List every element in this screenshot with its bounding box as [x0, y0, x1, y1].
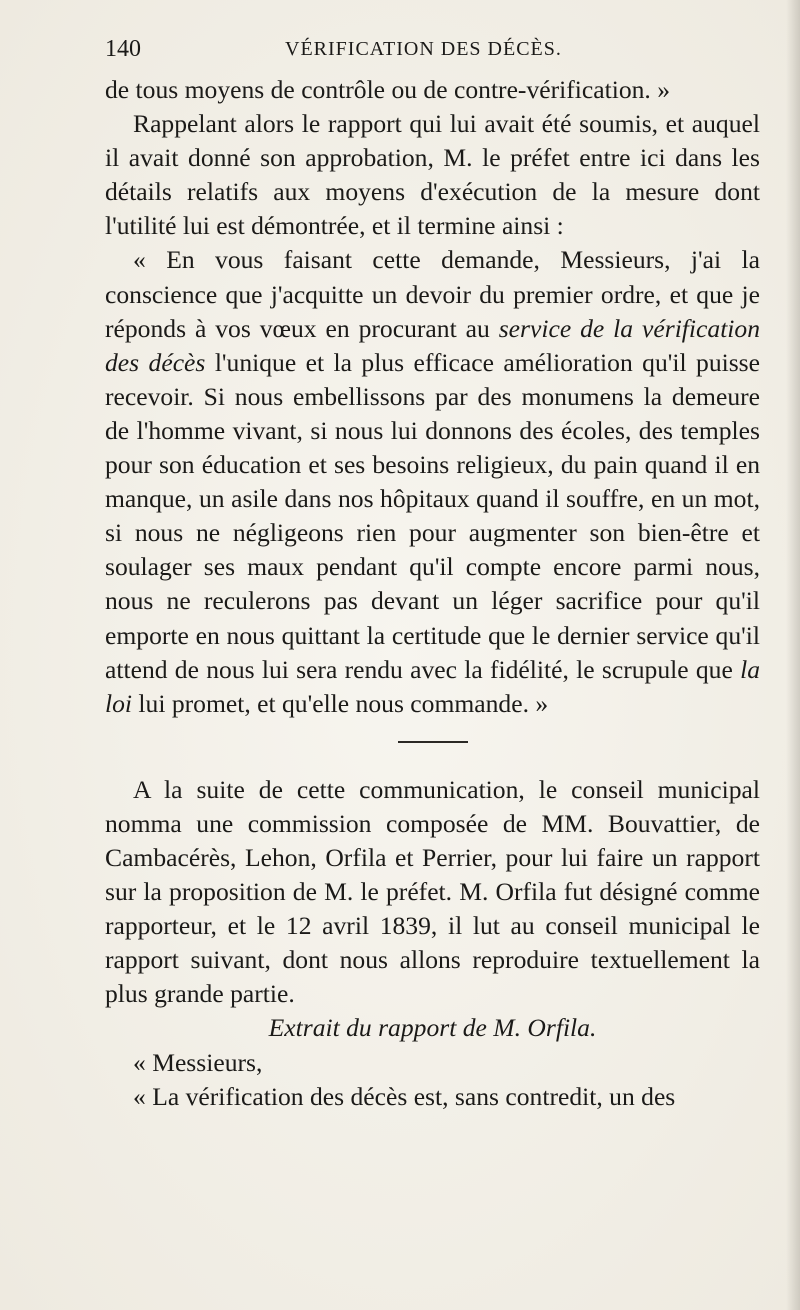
paragraph-commission: A la suite de cette communication, le conseil municipal nomma une commission composée de MM. Bouvattier, de Cambacérès, Lehon, Orfila et Perrier, pour lui faire un rapport sur la proposition de M. le préfet. M. Orfila fut désigné comme rapporteur, et le 12 avril 1839, il lut au conseil municipal le rapport suivant, dont nous allons reproduire textuellement la plus grande partie. — [105, 774, 760, 1009]
quote-text-2: l'unique et la plus efficace amélioration qu'il puisse recevoir. Si nous embellissons par des monumens la demeure de l'homme vivant, si nous lui donnons des écoles, des temples pour son éducation et ses besoins religieux, du pain quand il en manque, un asile dans nos hôpitaux quand il souffre, en un mot, si nous ne négligeons rien pour augmenter son bien-être et soulager ses maux pendant qu'il compte encore parmi nous, nous ne reculerons pas devant un léger sacrifice pour qu'il emporte en nous quittant la certitude que le dernier service qu'il attend de nous lui sera rendu avec la fidélité, le scrupule que — [105, 347, 761, 684]
page-edge-shadow — [786, 0, 800, 1310]
extract-title: Extrait du rapport de M. Orfila. — [268, 1013, 597, 1043]
paragraph-salutation: « Messieurs, — [133, 1047, 263, 1077]
quote-text-1: « En vous faisant cette demande, Messieurs, j'ai la conscience que j'acquitte un devoir du premier ordre, et que je réponds à vos vœux en procurant au — [105, 245, 760, 343]
running-head: VÉRIFICATION DES DÉCÈS. — [285, 38, 562, 60]
page-header — [105, 30, 765, 70]
paragraph-prefect-report: Rappelant alors le rapport qui lui avait été soumis, et auquel il avait donné son approbation, M. le préfet entre ici dans les détails relatifs aux moyens d'exécution de la mesure dont l'utilité lui est démontrée, et il termine ainsi : — [105, 109, 760, 241]
paragraph-quotation — [105, 243, 760, 720]
paragraph-continuation: de tous moyens de contrôle ou de contre-vérification. » — [105, 75, 671, 104]
section-rule — [398, 741, 468, 743]
paragraph-report-start: « La vérification des décès est, sans contredit, un des — [133, 1081, 676, 1111]
body-text — [105, 73, 760, 1114]
quote-text-3: lui promet, et qu'elle nous commande. » — [132, 688, 549, 718]
page-number: 140 — [105, 36, 141, 62]
quote-italic-service: service de la vérification des décès — [105, 313, 761, 377]
quote-italic-loi: la loi — [105, 654, 760, 718]
